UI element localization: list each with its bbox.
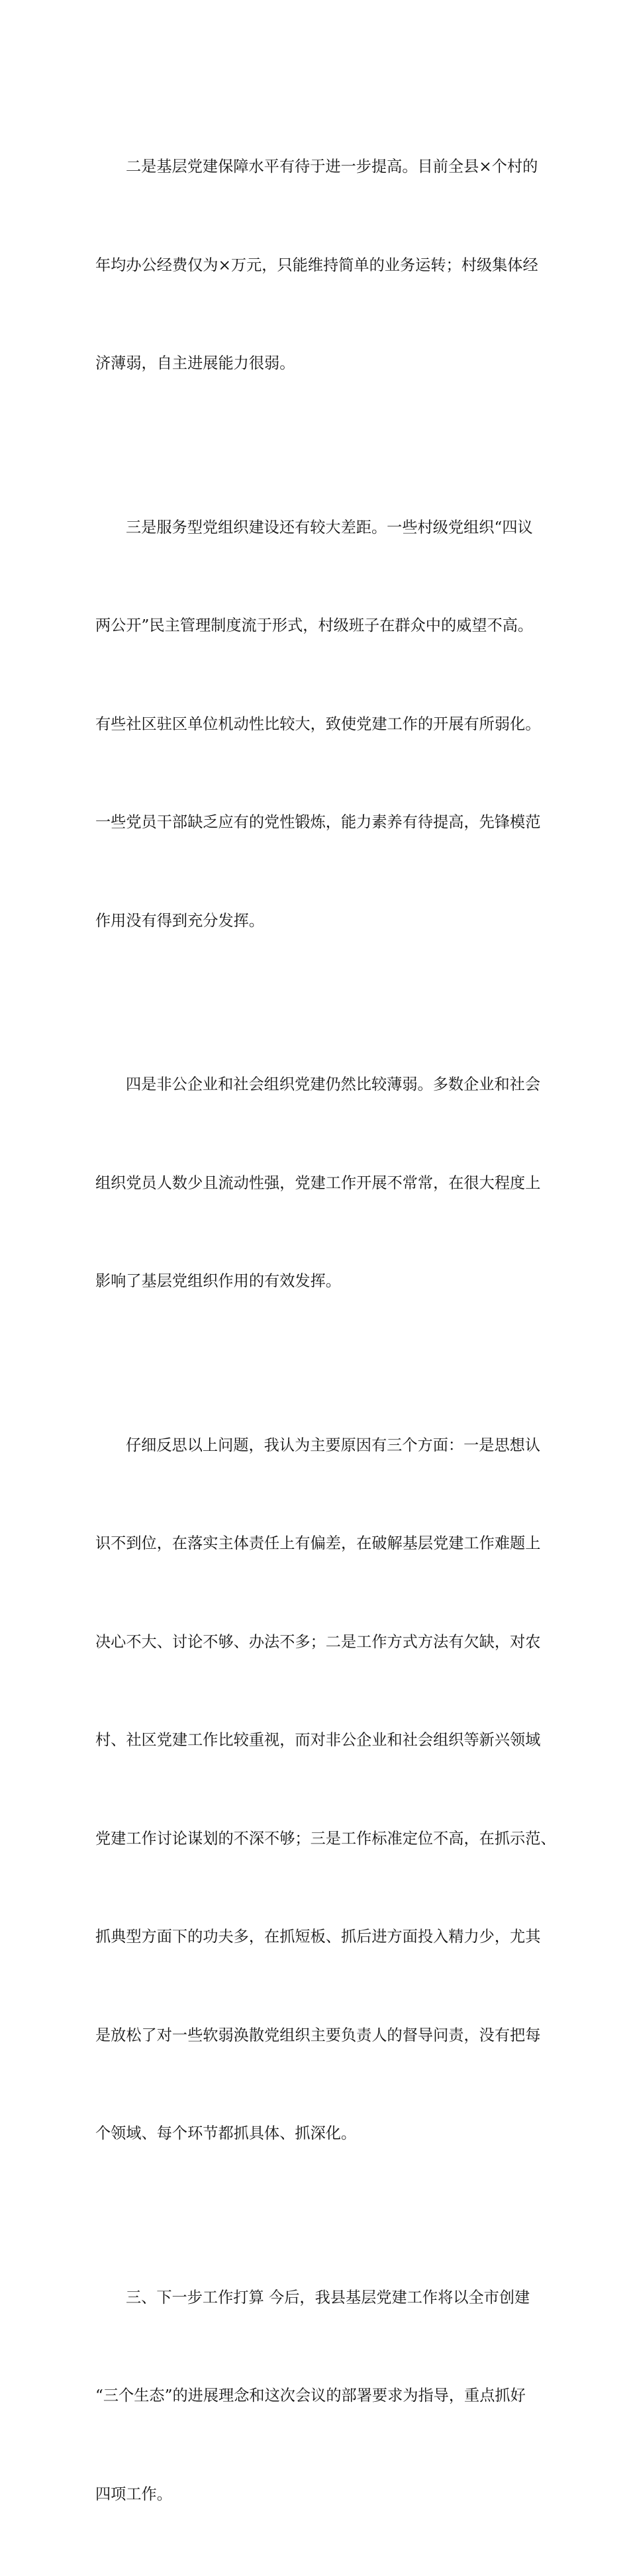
text-line: 影响了基层党组织作用的有效发挥。	[95, 1265, 543, 1298]
text-line: 作用没有得到充分发挥。	[95, 905, 543, 938]
text-line: 是放松了对一些软弱涣散党组织主要负责人的督导问责，没有把每	[95, 2019, 543, 2052]
text-line: 组织党员人数少且流动性强，党建工作开展不常常，在很大程度上	[95, 1167, 543, 1200]
text-line: 识不到位，在落实主体责任上有偏差，在破解基层党建工作难题上	[95, 1527, 543, 1560]
text-line: “三个生态”的进展理念和这次会议的部署要求为指导，重点抓好	[95, 2379, 543, 2412]
paragraph-basic-guarantee	[95, 85, 543, 446]
text-line: 两公开”民主管理制度流于形式，村级班子在群众中的威望不高。	[95, 609, 543, 642]
text-line: 三是服务型党组织建设还有较大差距。一些村级党组织“四议	[95, 511, 543, 544]
text-line: 年均办公经费仅为×万元，只能维持简单的业务运转；村级集体经	[95, 249, 543, 282]
text-line: 四是非公企业和社会组织党建仍然比较薄弱。多数企业和社会	[95, 1068, 543, 1101]
text-line: 济薄弱，自主进展能力很弱。	[95, 347, 543, 380]
text-line: 三、下一步工作打算 今后，我县基层党建工作将以全市创建	[95, 2281, 543, 2314]
text-line: 二是基层党建保障水平有待于进一步提高。目前全县×个村的	[95, 150, 543, 183]
text-line: 党建工作讨论谋划的不深不够；三是工作标准定位不高，在抓示范、	[95, 1822, 543, 1856]
document-body	[95, 85, 543, 2576]
text-line: 抓典型方面下的功夫多，在抓短板、抓后进方面投入精力少，尤其	[95, 1920, 543, 1954]
text-line: 个领域、每个环节都抓具体、抓深化。	[95, 2117, 543, 2150]
text-line: 决心不大、讨论不够、办法不多；二是工作方式方法有欠缺，对农	[95, 1626, 543, 1659]
paragraph-next-steps	[95, 2216, 543, 2576]
text-line: 四项工作。	[95, 2478, 543, 2511]
paragraph-non-public-enterprise	[95, 1003, 543, 1363]
paragraph-reflection	[95, 1363, 543, 2216]
text-line: 一些党员干部缺乏应有的党性锻炼，能力素养有待提高，先锋模范	[95, 806, 543, 839]
paragraph-service-organization	[95, 446, 543, 1003]
text-line: 有些社区驻区单位机动性比较大，致使党建工作的开展有所弱化。	[95, 708, 543, 741]
document-page	[0, 0, 629, 890]
text-line: 村、社区党建工作比较重视，而对非公企业和社会组织等新兴领域	[95, 1724, 543, 1757]
text-line: 仔细反思以上问题，我认为主要原因有三个方面：一是思想认	[95, 1429, 543, 1462]
